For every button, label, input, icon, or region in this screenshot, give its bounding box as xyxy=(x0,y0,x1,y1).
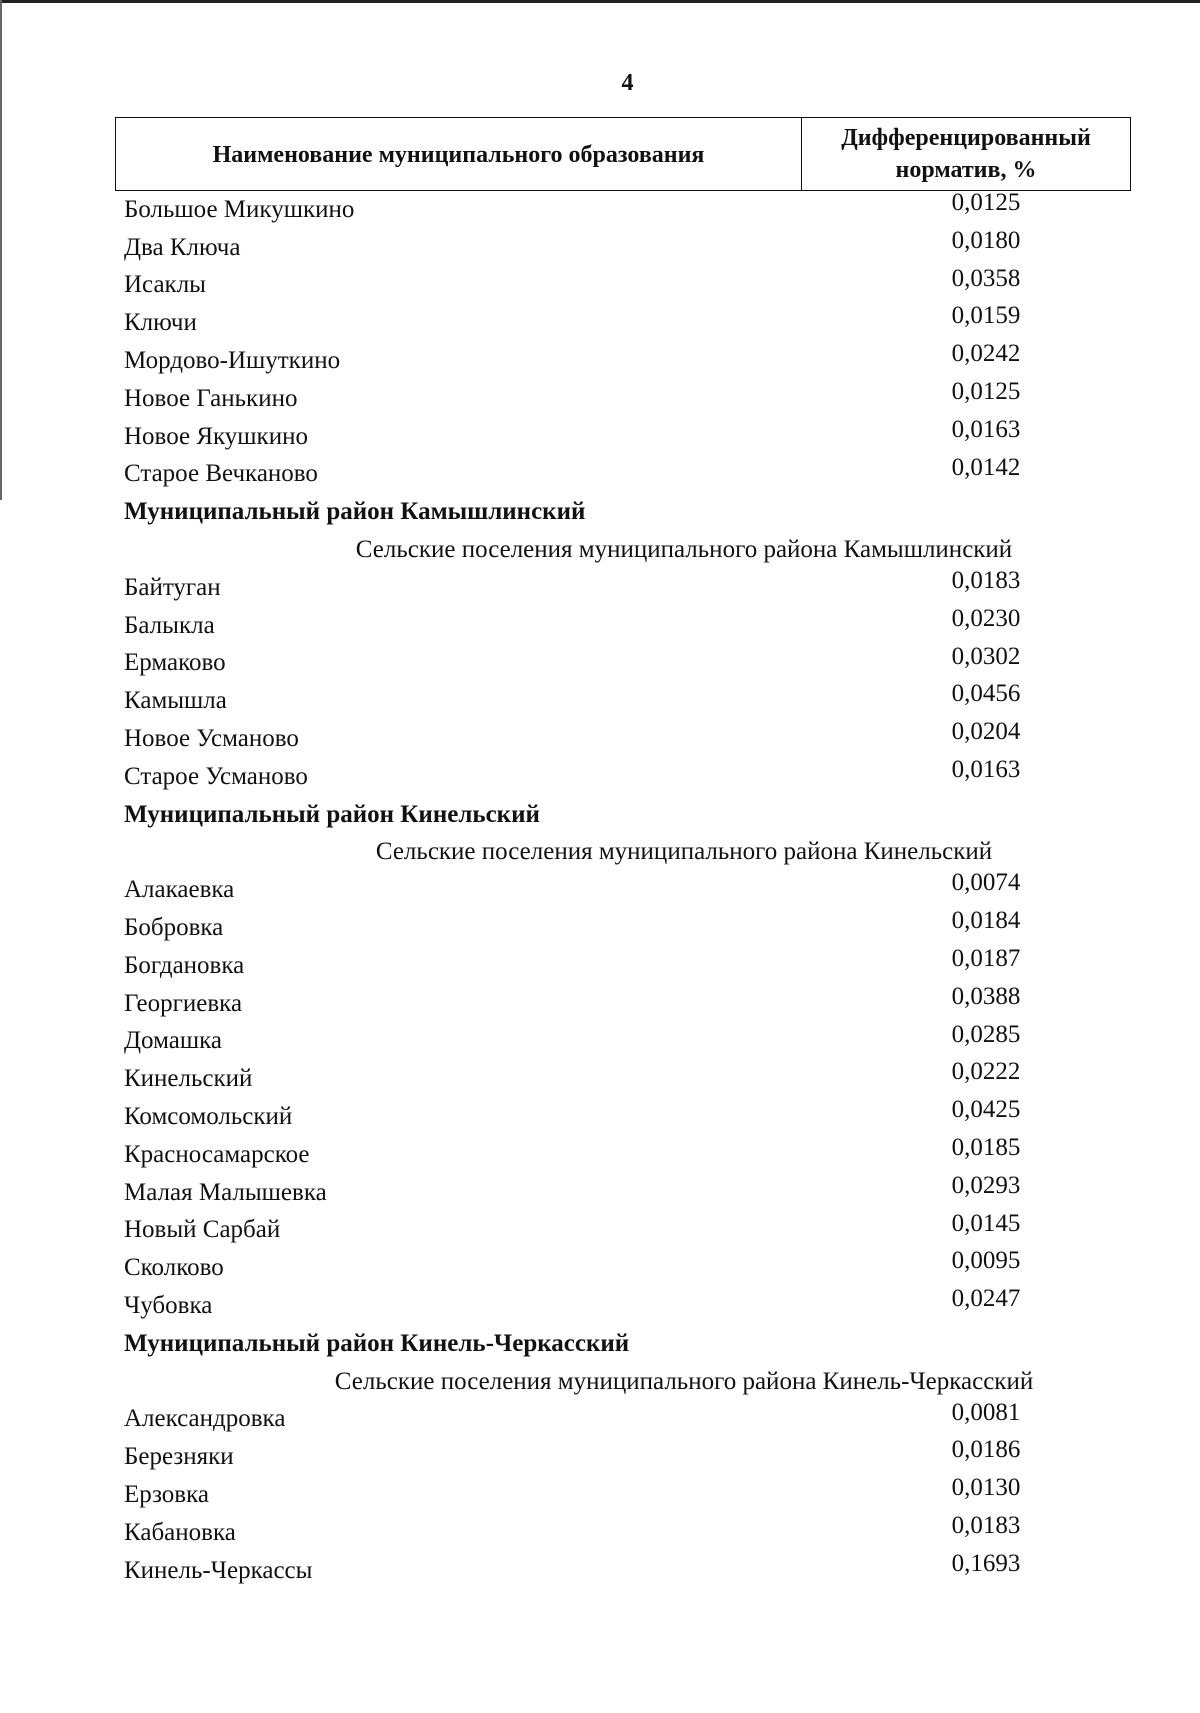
table-row xyxy=(124,1398,1124,1439)
page-number: 4 xyxy=(621,70,634,96)
norm-value: 0,0183 xyxy=(951,566,1021,594)
municipality-name: Новое Усманово xyxy=(124,725,299,753)
settlements-subheading: Сельские поселения муниципального района Камышлинский xyxy=(355,536,1013,564)
norm-value: 0,0145 xyxy=(951,1209,1021,1237)
table-row xyxy=(124,264,1124,305)
municipality-name: Новое Якушкино xyxy=(124,422,308,450)
municipality-name: Александровка xyxy=(124,1405,286,1433)
column-header-norm xyxy=(802,118,1130,190)
norm-value: 0,0293 xyxy=(951,1171,1021,1199)
table-row xyxy=(124,642,1124,683)
table-row xyxy=(124,1060,1124,1098)
municipality-name: Старое Вечканово xyxy=(124,460,318,488)
table-row xyxy=(124,1133,1124,1174)
table-row xyxy=(124,304,1124,342)
municipality-name: Кинельский xyxy=(124,1065,253,1093)
municipality-name: Ключи xyxy=(124,309,197,337)
norm-value: 0,0180 xyxy=(951,226,1021,254)
district-heading: Муниципальный район Кинельский xyxy=(124,800,540,828)
norm-value: 0,0204 xyxy=(951,718,1021,746)
norm-value: 0,0456 xyxy=(951,680,1021,708)
municipality-name: Георгиевка xyxy=(124,989,243,1017)
table-row xyxy=(124,1511,1124,1552)
table-row xyxy=(124,1287,1124,1325)
norm-value: 0,0285 xyxy=(951,1020,1021,1048)
table-row xyxy=(124,1209,1124,1250)
norm-value: 0,0184 xyxy=(951,907,1021,935)
municipality-name: Ермаково xyxy=(124,649,226,677)
norm-value: 0,0247 xyxy=(951,1285,1021,1313)
scan-edge-top xyxy=(0,0,1200,3)
table-row xyxy=(124,755,1124,796)
municipality-name: Чубовка xyxy=(124,1292,213,1319)
municipality-name: Кинель-Черкассы xyxy=(124,1556,313,1584)
municipality-name: Малая Малышевка xyxy=(124,1178,327,1206)
table-row xyxy=(124,909,1124,947)
municipality-name: Два Ключа xyxy=(124,233,241,261)
table-row xyxy=(124,604,1124,645)
norm-value: 0,0130 xyxy=(951,1474,1021,1502)
table-row xyxy=(124,566,1124,607)
table-row xyxy=(124,191,1124,229)
table-row xyxy=(124,226,1124,267)
table-row xyxy=(124,342,1124,380)
norm-value: 0,0187 xyxy=(951,944,1021,972)
table-row xyxy=(124,1438,1124,1476)
norm-value: 0,0302 xyxy=(951,642,1021,670)
table-row xyxy=(124,1098,1124,1136)
municipality-name: Комсомольский xyxy=(124,1103,293,1131)
table-row xyxy=(124,944,1124,985)
norm-value: 0,1693 xyxy=(951,1549,1021,1577)
settlements-subheading: Сельские поселения муниципального района Кинельский xyxy=(375,838,993,866)
column-header-norm-line1: Дифференцированный xyxy=(841,125,1091,151)
table-row xyxy=(124,453,1124,494)
municipality-name: Мордово-Ишуткино xyxy=(124,347,341,375)
table-row xyxy=(124,377,1124,418)
table-row xyxy=(124,1171,1124,1212)
norm-value: 0,0425 xyxy=(951,1096,1021,1124)
norm-value: 0,0222 xyxy=(951,1058,1021,1086)
table-row xyxy=(124,1020,1124,1061)
municipality-name: Кабановка xyxy=(124,1518,236,1546)
district-heading: Муниципальный район Кинель-Черкасский xyxy=(124,1329,630,1357)
norm-value: 0,0125 xyxy=(951,189,1021,216)
norm-value: 0,0185 xyxy=(951,1133,1021,1161)
norm-value: 0,0163 xyxy=(951,415,1021,443)
municipality-name: Большое Микушкино xyxy=(124,195,355,223)
table-row xyxy=(124,682,1124,720)
municipality-name: Исаклы xyxy=(124,271,206,299)
table-row xyxy=(124,982,1124,1023)
municipality-name: Старое Усманово xyxy=(124,762,308,790)
norm-value: 0,0242 xyxy=(951,340,1021,368)
norm-value: 0,0388 xyxy=(951,982,1021,1010)
municipality-name: Балыкла xyxy=(124,611,215,639)
norm-value: 0,0074 xyxy=(951,869,1021,897)
norm-value: 0,0186 xyxy=(951,1436,1021,1464)
municipality-name: Богдановка xyxy=(124,951,245,979)
municipality-name: Бобровка xyxy=(124,914,224,942)
column-header-norm-line2: норматив, % xyxy=(895,157,1037,183)
table-header xyxy=(115,117,1131,191)
table-row xyxy=(124,1476,1124,1514)
municipality-name: Новое Ганькино xyxy=(124,384,298,412)
norm-value: 0,0230 xyxy=(951,604,1021,632)
municipality-name: Алакаевка xyxy=(124,876,235,904)
municipality-name: Сколково xyxy=(124,1254,224,1282)
settlements-subheading: Сельские поселения муниципального района Кинель-Черкасский xyxy=(334,1367,1034,1395)
municipality-name: Березняки xyxy=(124,1443,234,1471)
norm-value: 0,0081 xyxy=(951,1398,1021,1426)
table-row xyxy=(124,720,1124,758)
norm-value: 0,0358 xyxy=(951,264,1021,292)
municipality-name: Камышла xyxy=(124,687,227,715)
table-row xyxy=(124,1549,1124,1590)
norm-value: 0,0163 xyxy=(951,755,1021,783)
municipality-name: Домашка xyxy=(124,1027,222,1055)
municipality-name: Новый Сарбай xyxy=(124,1216,281,1244)
table-row xyxy=(124,1249,1124,1287)
table-row xyxy=(124,415,1124,456)
norm-value: 0,0159 xyxy=(951,302,1021,330)
district-heading: Муниципальный район Камышлинский xyxy=(124,498,586,526)
municipality-name: Ерзовка xyxy=(124,1480,209,1508)
column-header-name: Наименование муниципального образования xyxy=(116,118,802,190)
municipality-name: Красносамарское xyxy=(124,1140,310,1168)
norm-value: 0,0095 xyxy=(951,1247,1021,1275)
norm-value: 0,0142 xyxy=(951,453,1021,481)
table-body xyxy=(124,191,1124,1589)
norm-value: 0,0183 xyxy=(951,1511,1021,1539)
municipality-name: Байтуган xyxy=(124,573,221,601)
table-row xyxy=(124,871,1124,909)
norm-value: 0,0125 xyxy=(951,377,1021,405)
